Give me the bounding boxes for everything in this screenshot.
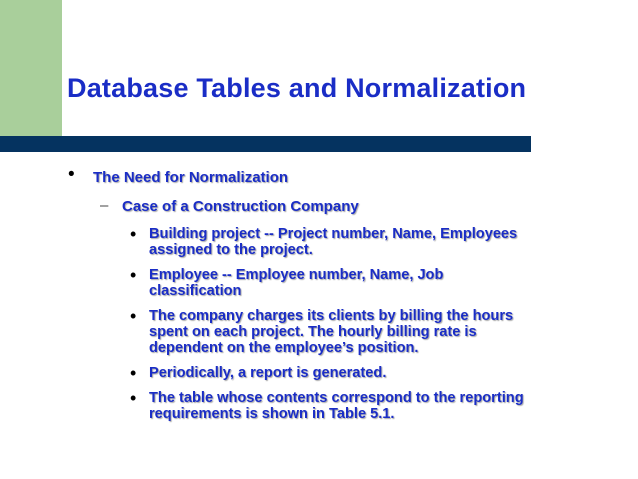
bullet-icon: • xyxy=(68,164,75,185)
bullet-icon: • xyxy=(130,306,137,326)
list-item-line: requirements is shown in Table 5.1. xyxy=(149,406,395,422)
dash-icon: – xyxy=(100,197,109,214)
list-item-line: spent on each project. The hourly billing rate is xyxy=(149,324,477,340)
list-item-line: assigned to the project. xyxy=(149,242,313,258)
bullet-icon: • xyxy=(130,363,137,383)
slide-title: Database Tables and Normalization xyxy=(67,73,527,103)
list-item xyxy=(130,390,610,422)
list-item-line: classification xyxy=(149,283,242,299)
list-item-line: Periodically, a report is generated. xyxy=(149,365,387,381)
list-item-line: The company charges its clients by billing the hours xyxy=(149,308,514,324)
title-bar xyxy=(0,136,531,152)
bullet-list xyxy=(130,226,610,431)
list-item xyxy=(130,365,610,381)
list-item-line: dependent on the employee’s position. xyxy=(149,340,419,356)
list-item xyxy=(130,308,610,356)
list-item xyxy=(130,226,610,258)
list-item xyxy=(130,267,610,299)
title-area xyxy=(62,0,638,136)
bullet-icon: • xyxy=(130,224,137,244)
level2-text: Case of a Construction Company xyxy=(122,198,359,215)
bullet-icon: • xyxy=(130,265,137,285)
bullet-icon: • xyxy=(130,388,137,408)
list-item-line: Building project -- Project number, Name, Employees xyxy=(149,226,518,242)
level1-text: The Need for Normalization xyxy=(93,169,289,186)
list-item-line: Employee -- Employee number, Name, Job xyxy=(149,267,444,283)
list-item-line: The table whose contents correspond to the reporting xyxy=(149,390,524,406)
